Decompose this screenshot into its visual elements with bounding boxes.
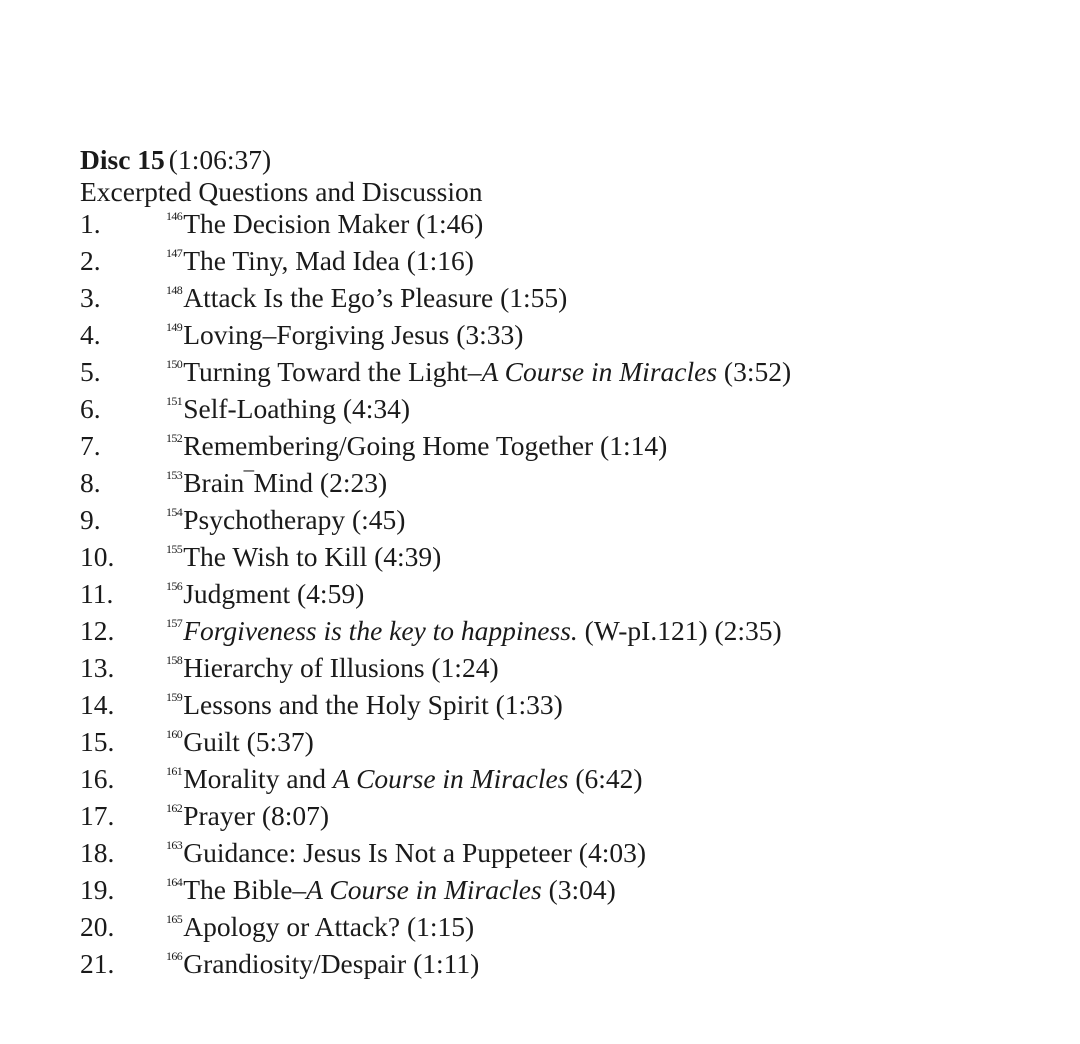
track-title-part: Attack Is the Ego’s Pleasure (1:55) [183,282,568,313]
track-title-part: (W-pI.121) (2:35) [577,615,782,646]
track-title [166,837,646,874]
track-title [166,874,616,911]
track-title [166,245,474,282]
disc-label: Disc 15 [80,144,165,175]
track-title-part: Grandiosity/Despair (1:11) [183,948,480,979]
track-title [166,800,329,837]
track-number: 13. [80,652,115,683]
track-row [80,319,1060,356]
track-title-part: The Bible– [183,874,307,905]
track-row [80,467,1060,504]
track-row [80,911,1060,948]
track-row [80,837,1060,874]
track-row [80,874,1060,911]
track-title [166,467,387,504]
track-reference-number: 165 [166,912,183,926]
track-listing-page [80,144,1060,985]
track-title-italic-part: A Course in Miracles [332,763,569,794]
track-reference-number: 148 [166,283,183,297]
track-row [80,578,1060,615]
track-title [166,393,410,430]
track-row [80,948,1060,985]
track-title [166,504,405,541]
track-row [80,393,1060,430]
track-title [166,430,667,467]
track-number: 3. [80,282,101,313]
track-title-part: Self-Loathing (4:34) [183,393,411,424]
track-number: 9. [80,504,101,535]
disc-heading [80,144,1060,176]
track-reference-number: 166 [166,949,183,963]
track-reference-number: 150 [166,357,183,371]
track-title-part: Brain‾Mind (2:23) [183,467,388,498]
track-title-part: Loving–Forgiving Jesus (3:33) [183,319,524,350]
disc-duration: (1:06:37) [168,144,272,175]
track-number: 18. [80,837,115,868]
track-title-italic-part: A Course in Miracles [306,874,542,905]
track-title-part: (6:42) [568,763,643,794]
track-list [80,208,1060,985]
track-title-part: Turning Toward the Light– [183,356,482,387]
track-title-italic-part: Forgiveness is the key to happiness. [183,615,578,646]
track-title [166,615,782,652]
track-row [80,356,1060,393]
track-title-part: Lessons and the Holy Spirit (1:33) [183,689,563,720]
track-title [166,541,441,578]
track-number: 7. [80,430,101,461]
track-reference-number: 151 [166,394,183,408]
track-title-part: Psychotherapy (:45) [183,504,406,535]
track-title-part: The Decision Maker (1:46) [183,208,484,239]
track-number: 1. [80,208,101,239]
track-reference-number: 157 [166,616,183,630]
track-reference-number: 162 [166,801,183,815]
track-row [80,208,1060,245]
track-number: 19. [80,874,115,905]
track-row [80,763,1060,800]
track-number: 17. [80,800,115,831]
track-reference-number: 152 [166,431,183,445]
track-number: 10. [80,541,115,572]
track-reference-number: 154 [166,505,183,519]
track-title [166,763,643,800]
track-title [166,911,474,948]
track-reference-number: 149 [166,320,183,334]
track-reference-number: 147 [166,246,183,260]
track-row [80,282,1060,319]
track-reference-number: 164 [166,875,183,889]
track-title [166,578,364,615]
track-title-part: Remembering/Going Home Together (1:14) [183,430,668,461]
track-reference-number: 161 [166,764,183,778]
track-reference-number: 153 [166,468,183,482]
track-row [80,541,1060,578]
track-row [80,726,1060,763]
track-number: 11. [80,578,114,609]
track-row [80,615,1060,652]
track-title [166,282,567,319]
track-number: 5. [80,356,101,387]
track-row [80,652,1060,689]
track-row [80,800,1060,837]
track-number: 14. [80,689,115,720]
track-number: 8. [80,467,101,498]
track-reference-number: 159 [166,690,183,704]
track-title-part: Judgment (4:59) [183,578,365,609]
track-reference-number: 163 [166,838,183,852]
track-number: 2. [80,245,101,276]
track-number: 20. [80,911,115,942]
track-number: 21. [80,948,115,979]
track-title-italic-part: A Course in Miracles [481,356,718,387]
track-title-part: Morality and [183,763,333,794]
track-title-part: The Tiny, Mad Idea (1:16) [183,245,474,276]
track-reference-number: 156 [166,579,183,593]
track-title-part: (3:52) [717,356,792,387]
track-number: 12. [80,615,115,646]
track-title-part: Hierarchy of Illusions (1:24) [183,652,499,683]
track-number: 6. [80,393,101,424]
track-title [166,689,563,726]
track-number: 4. [80,319,101,350]
track-row [80,689,1060,726]
track-title-part: Apology or Attack? (1:15) [183,911,475,942]
track-row [80,504,1060,541]
track-title-part: Prayer (8:07) [183,800,330,831]
track-title [166,208,483,245]
track-title [166,726,314,763]
track-number: 16. [80,763,115,794]
track-title [166,652,499,689]
track-number: 15. [80,726,115,757]
track-reference-number: 158 [166,653,183,667]
track-title-part: Guidance: Jesus Is Not a Puppeteer (4:03) [183,837,647,868]
track-title [166,356,791,393]
track-reference-number: 146 [166,209,183,223]
track-title [166,948,479,985]
track-reference-number: 160 [166,727,183,741]
track-row [80,245,1060,282]
track-title [166,319,523,356]
track-title-part: (3:04) [541,874,616,905]
track-row [80,430,1060,467]
track-title-part: Guilt (5:37) [183,726,314,757]
track-title-part: The Wish to Kill (4:39) [183,541,442,572]
track-reference-number: 155 [166,542,183,556]
disc-subtitle: Excerpted Questions and Discussion [80,176,483,207]
